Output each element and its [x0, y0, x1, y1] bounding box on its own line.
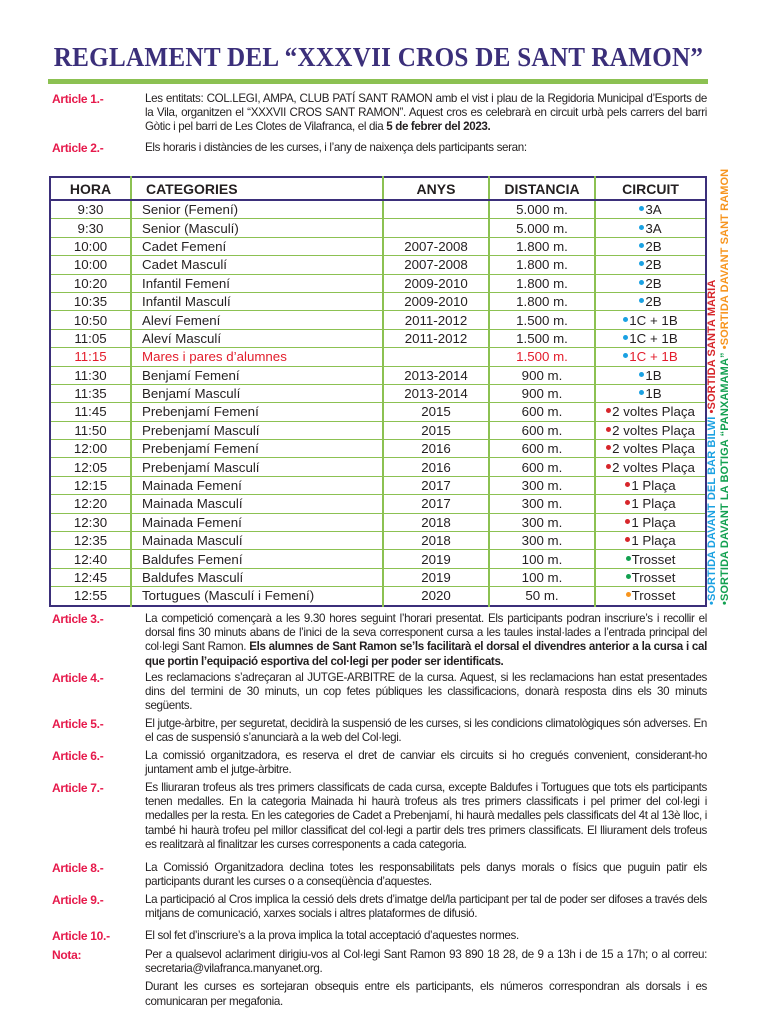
- cell-anys: 2007-2008: [383, 256, 489, 274]
- cell-hora: 12:45: [50, 568, 131, 586]
- article-label: Article 7.-: [52, 781, 104, 795]
- table-row: [50, 348, 706, 366]
- article-text: [145, 893, 707, 921]
- cell-circuit: [595, 366, 706, 384]
- cell-distancia: 300 m.: [489, 513, 595, 531]
- cell-circuit: [595, 513, 706, 531]
- cell-category: Infantil Masculí: [131, 292, 383, 310]
- cell-distancia: 900 m.: [489, 366, 595, 384]
- circuit-dot-icon: [623, 317, 628, 322]
- cell-anys: 2013-2014: [383, 384, 489, 402]
- article-text: [145, 749, 707, 777]
- table-row: [50, 476, 706, 494]
- article-body: Els horaris i distàncies de les curses, i l’any de naixença dels participants seran:: [145, 141, 527, 154]
- article-8: [52, 861, 707, 889]
- article-label: Article 3.-: [52, 612, 104, 626]
- article-label: Article 9.-: [52, 893, 104, 907]
- circuit-label: 2 voltes Plaça: [612, 459, 695, 475]
- circuit-label: 1B: [645, 386, 662, 402]
- article-text: [145, 612, 707, 669]
- nota-text: [145, 948, 707, 1009]
- circuit-dot-icon: [626, 592, 631, 597]
- table-row: [50, 366, 706, 384]
- article-4: [52, 671, 707, 714]
- cell-anys: 2015: [383, 421, 489, 439]
- table-row: [50, 256, 706, 274]
- cell-circuit: [595, 200, 706, 219]
- cell-distancia: 300 m.: [489, 476, 595, 494]
- article-body: La Comissió Organitzadora declina totes les responsabilitats pels danys morals o físics que puguin patir els participants durant les curses o a conseqüència d’aquestes.: [145, 861, 707, 889]
- article-3: [52, 612, 707, 669]
- cell-hora: 11:30: [50, 366, 131, 384]
- table-row: [50, 550, 706, 568]
- cell-distancia: 1.500 m.: [489, 311, 595, 329]
- header-hora: HORA: [50, 177, 131, 200]
- circuit-dot-icon: [623, 353, 628, 358]
- cell-circuit: [595, 403, 706, 421]
- cell-hora: 10:35: [50, 292, 131, 310]
- cell-category: Senior (Femení): [131, 200, 383, 219]
- cell-category: Prebenjamí Femení: [131, 403, 383, 421]
- nota: [52, 948, 707, 1009]
- cell-circuit: [595, 311, 706, 329]
- cell-category: Mainada Femení: [131, 513, 383, 531]
- table-header-row: [50, 177, 706, 200]
- article-text: [145, 92, 707, 135]
- cell-circuit: [595, 458, 706, 476]
- cell-hora: 12:40: [50, 550, 131, 568]
- circuit-dot-icon: [606, 445, 611, 450]
- cell-hora: 10:00: [50, 256, 131, 274]
- circuit-label: Trosset: [631, 570, 676, 585]
- cell-distancia: 600 m.: [489, 440, 595, 458]
- table-row: [50, 440, 706, 458]
- cell-circuit: [595, 219, 706, 237]
- table-row: [50, 421, 706, 439]
- article-text: [145, 781, 707, 852]
- circuit-dot-icon: [639, 206, 644, 211]
- article-9: [52, 893, 707, 921]
- article-body: La competició començarà a les 9.30 hores seguint l’horari presentat. Els participants podran inscriure’s i recollir el dorsal fins 30 minuts abans de l’inici de la seva corresponent cursa a les taules instal·lades a l’entrada principal del col·legi Sant Ramon.: [145, 612, 707, 654]
- cell-anys: 2017: [383, 476, 489, 494]
- cell-category: Prebenjamí Masculí: [131, 458, 383, 476]
- cell-category: Aleví Masculí: [131, 329, 383, 347]
- article-6: [52, 749, 707, 777]
- cell-distancia: 600 m.: [489, 458, 595, 476]
- cell-circuit: [595, 495, 706, 513]
- cell-anys: 2009-2010: [383, 274, 489, 292]
- cell-category: Prebenjamí Femení: [131, 440, 383, 458]
- circuit-label: 1C + 1B: [629, 330, 678, 346]
- cell-category: Aleví Femení: [131, 311, 383, 329]
- circuit-dot-icon: [639, 372, 644, 377]
- cell-distancia: 1.800 m.: [489, 237, 595, 255]
- cell-anys: 2007-2008: [383, 237, 489, 255]
- page-title: REGLAMENT DEL “XXXVII CROS DE SANT RAMON”: [53, 42, 704, 72]
- nota-contact: Per a qualsevol aclariment dirigiu-vos al Col·legi Sant Ramon 93 890 18 28, de 9 a 13h i de 15 a 17h; o al correu: secretaria@vilafranca.manyanet.org.: [145, 948, 707, 976]
- table-row: [50, 292, 706, 310]
- circuit-dot-icon: [625, 482, 630, 487]
- cell-category: Baldufes Femení: [131, 550, 383, 568]
- cell-category: Tortugues (Masculí i Femení): [131, 587, 383, 606]
- cell-distancia: 5.000 m.: [489, 219, 595, 237]
- article-2: [52, 141, 707, 155]
- cell-anys: 2016: [383, 440, 489, 458]
- article-label: Article 1.-: [52, 92, 104, 106]
- circuit-label: 2 voltes Plaça: [612, 422, 695, 438]
- cell-category: Prebenjamí Masculí: [131, 421, 383, 439]
- article-7: [52, 781, 707, 852]
- cell-circuit: [595, 348, 706, 366]
- article-emphasis: 5 de febrer del 2023.: [386, 120, 491, 134]
- article-body: Les reclamacions s’adreçaran al JUTGE-ARBITRE de la cursa. Aquest, si les reclamacions han estat presentades dins del termini de 30 minuts, un cop fetes públiques les classificacions, donarà resposta dins els 30 minuts següents.: [145, 671, 707, 713]
- cell-distancia: 900 m.: [489, 384, 595, 402]
- circuit-dot-icon: [625, 519, 630, 524]
- cell-hora: 12:55: [50, 587, 131, 606]
- article-5: [52, 717, 707, 745]
- cell-anys: 2011-2012: [383, 329, 489, 347]
- table-row: [50, 200, 706, 219]
- circuit-label: 1 Plaça: [631, 533, 676, 549]
- side-legend-start-points-1: [706, 280, 718, 605]
- cell-distancia: 100 m.: [489, 550, 595, 568]
- cell-distancia: 600 m.: [489, 403, 595, 421]
- cell-hora: 10:50: [50, 311, 131, 329]
- table-row: [50, 495, 706, 513]
- circuit-label: 3A: [645, 220, 662, 236]
- cell-hora: 12:20: [50, 495, 131, 513]
- side-legend-start-points-2: [719, 169, 731, 605]
- title-divider: [48, 79, 708, 84]
- start-point-orange: •SORTIDA DAVANT SANT RAMON: [719, 168, 731, 350]
- table-row: [50, 219, 706, 237]
- circuit-dot-icon: [639, 390, 644, 395]
- cell-distancia: 1.800 m.: [489, 274, 595, 292]
- nota-label: Nota:: [52, 948, 82, 962]
- circuit-label: 2 voltes Plaça: [612, 441, 695, 457]
- cell-distancia: 300 m.: [489, 495, 595, 513]
- article-text: [145, 141, 707, 155]
- cell-circuit: [595, 532, 706, 550]
- circuit-label: 1 Plaça: [631, 496, 676, 512]
- cell-hora: 11:15: [50, 348, 131, 366]
- cell-category: Mares i pares d’alumnes: [131, 348, 383, 366]
- circuit-label: 2B: [645, 294, 662, 310]
- article-label: Article 2.-: [52, 141, 104, 155]
- article-10: [52, 929, 707, 943]
- cell-category: Mainada Masculí: [131, 532, 383, 550]
- table-row: [50, 311, 706, 329]
- circuit-label: Trosset: [631, 551, 676, 567]
- cell-distancia: 50 m.: [489, 587, 595, 606]
- cell-distancia: 600 m.: [489, 421, 595, 439]
- cell-hora: 12:00: [50, 440, 131, 458]
- cell-hora: 12:35: [50, 532, 131, 550]
- cell-hora: 12:15: [50, 476, 131, 494]
- table-row: [50, 274, 706, 292]
- article-label: Article 8.-: [52, 861, 104, 875]
- circuit-label: 1C + 1B: [629, 312, 678, 328]
- article-label: Article 5.-: [52, 717, 104, 731]
- table-row: [50, 587, 706, 606]
- cell-hora: 11:45: [50, 403, 131, 421]
- circuit-label: 3A: [645, 202, 662, 218]
- cell-distancia: 300 m.: [489, 532, 595, 550]
- schedule-table: [49, 176, 707, 607]
- article-label: Article 10.-: [52, 929, 110, 943]
- circuit-dot-icon: [639, 280, 644, 285]
- cell-category: Cadet Femení: [131, 237, 383, 255]
- article-text: [145, 671, 707, 714]
- table-row: [50, 458, 706, 476]
- cell-circuit: [595, 384, 706, 402]
- circuit-dot-icon: [639, 261, 644, 266]
- header-anys: ANYS: [383, 177, 489, 200]
- cell-anys: 2020: [383, 587, 489, 606]
- table-row: [50, 384, 706, 402]
- cell-anys: 2018: [383, 532, 489, 550]
- cell-anys: [383, 348, 489, 366]
- article-label: Article 6.-: [52, 749, 104, 763]
- cell-anys: [383, 219, 489, 237]
- article-text: [145, 717, 707, 745]
- cell-hora: 9:30: [50, 219, 131, 237]
- cell-distancia: 1.500 m.: [489, 329, 595, 347]
- circuit-dot-icon: [606, 464, 611, 469]
- cell-anys: 2011-2012: [383, 311, 489, 329]
- table-row: [50, 532, 706, 550]
- cell-distancia: 5.000 m.: [489, 200, 595, 219]
- cell-anys: 2017: [383, 495, 489, 513]
- start-point-blue: •SORTIDA DAVANT DEL BAR BILWI: [706, 413, 718, 605]
- cell-distancia: 1.800 m.: [489, 292, 595, 310]
- cell-circuit: [595, 587, 706, 606]
- cell-category: Cadet Masculí: [131, 256, 383, 274]
- cell-distancia: 100 m.: [489, 568, 595, 586]
- cell-circuit: [595, 568, 706, 586]
- cell-hora: 12:30: [50, 513, 131, 531]
- circuit-dot-icon: [606, 408, 611, 413]
- cell-circuit: [595, 476, 706, 494]
- cell-circuit: [595, 550, 706, 568]
- header-circuit: CIRCUIT: [595, 177, 706, 200]
- article-emphasis: Els alumnes de Sant Ramon se’ls facilitarà el dorsal el divendres anterior a la cursa i cal que portin l’equipació esportiva del col·legi per poder ser identificats.: [145, 640, 707, 668]
- cell-hora: 11:35: [50, 384, 131, 402]
- cell-category: Mainada Masculí: [131, 495, 383, 513]
- table-row: [50, 568, 706, 586]
- cell-anys: [383, 200, 489, 219]
- article-1: [52, 92, 707, 135]
- circuit-label: 1 Plaça: [631, 478, 676, 494]
- cell-category: Baldufes Masculí: [131, 568, 383, 586]
- circuit-dot-icon: [623, 335, 628, 340]
- circuit-dot-icon: [625, 500, 630, 505]
- table-row: [50, 329, 706, 347]
- cell-circuit: [595, 256, 706, 274]
- start-point-green: •SORTIDA DAVANT LA BOTIGA “PANXAMAMA”: [719, 349, 731, 605]
- nota-raffle: Durant les curses es sortejaran obsequis entre els participants, els números correspondran als dorsals i es comunicaran per megafonia.: [145, 980, 707, 1008]
- header-distancia: DISTANCIA: [489, 177, 595, 200]
- cell-hora: 12:05: [50, 458, 131, 476]
- cell-circuit: [595, 421, 706, 439]
- cell-circuit: [595, 274, 706, 292]
- table-row: [50, 403, 706, 421]
- cell-distancia: 1.800 m.: [489, 256, 595, 274]
- circuit-dot-icon: [606, 427, 611, 432]
- circuit-label: 2 voltes Plaça: [612, 404, 695, 420]
- cell-anys: 2016: [383, 458, 489, 476]
- cell-hora: 10:00: [50, 237, 131, 255]
- start-point-red: •SORTIDA SANTA MARIA: [706, 279, 718, 414]
- header-categories: CATEGORIES: [131, 177, 383, 200]
- circuit-dot-icon: [639, 243, 644, 248]
- circuit-label: 2B: [645, 275, 662, 291]
- cell-category: Senior (Masculí): [131, 219, 383, 237]
- article-body: La comissió organitzadora, es reserva el dret de canviar els circuits si ho cregués convenient, considerant-ho juntament amb el jutge-àrbitre.: [145, 749, 707, 777]
- cell-anys: 2019: [383, 568, 489, 586]
- article-text: [145, 861, 707, 889]
- circuit-label: 1B: [645, 367, 662, 383]
- circuit-dot-icon: [626, 574, 631, 579]
- circuit-label: 1 Plaça: [631, 514, 676, 530]
- article-label: Article 4.-: [52, 671, 104, 685]
- circuit-dot-icon: [639, 225, 644, 230]
- cell-hora: 10:20: [50, 274, 131, 292]
- table-row: [50, 237, 706, 255]
- table-row: [50, 513, 706, 531]
- cell-category: Infantil Femení: [131, 274, 383, 292]
- circuit-dot-icon: [626, 556, 631, 561]
- cell-circuit: [595, 440, 706, 458]
- article-body: Es lliuraran trofeus als tres primers classificats de cada cursa, excepte Baldufes i Tortugues que tots els participants tenen medalles. En la categoria Mainada hi haurà trofeus als tres primers classificats i pel primer del col·legi i medalles per la resta. En les categories de Cadet a Prebenjamí, hi haurà medalles pels classificats del 4t al 13è lloc, i també hi haurà trofeu pel millor classificat del col·legi a partir dels tres primers classificats. El lliurament dels trofeus es realitzarà al finalitzar les curses corresponents a cada categoria.: [145, 781, 707, 851]
- circuit-dot-icon: [625, 537, 630, 542]
- cell-category: Mainada Femení: [131, 476, 383, 494]
- cell-anys: 2009-2010: [383, 292, 489, 310]
- cell-distancia: 1.500 m.: [489, 348, 595, 366]
- circuit-label: 2B: [645, 238, 662, 254]
- cell-hora: 11:50: [50, 421, 131, 439]
- cell-circuit: [595, 237, 706, 255]
- cell-hora: 11:05: [50, 329, 131, 347]
- cell-circuit: [595, 292, 706, 310]
- article-body: La participació al Cros implica la cessió dels drets d’imatge del/la participant per tal de poder ser difoses a través dels mitjans de comunicació, xarxes socials i altres plataformes de difusió.: [145, 893, 707, 921]
- cell-anys: 2019: [383, 550, 489, 568]
- cell-anys: 2015: [383, 403, 489, 421]
- article-body: Les entitats: COL.LEGI, AMPA, CLUB PATÍ SANT RAMON amb el vist i plau de la Regidoria Municipal d’Esports de la Vila, organitzen el “XXXVII CROS SANT RAMON”. Aquest cros es celebrarà en circuit urbà pels carrers del barri Gòtic i pel barri de Les Clotes de Vilafranca, el dia: [145, 92, 707, 134]
- cell-anys: 2013-2014: [383, 366, 489, 384]
- circuit-dot-icon: [639, 298, 644, 303]
- cell-category: Benjamí Femení: [131, 366, 383, 384]
- circuit-label: 2B: [645, 257, 662, 273]
- article-body: El jutge-àrbitre, per seguretat, decidirà la suspensió de les curses, si les condicions climatològiques són adverses. En el cas de suspensió s’anunciarà a la web del Col·legi.: [145, 717, 707, 745]
- cell-category: Benjamí Masculí: [131, 384, 383, 402]
- article-text: [145, 929, 707, 943]
- cell-hora: 9:30: [50, 200, 131, 219]
- article-body: El sol fet d’inscriure’s a la prova implica la total acceptació d’aquestes normes.: [145, 929, 519, 942]
- circuit-label: 1C + 1B: [629, 349, 678, 365]
- cell-circuit: [595, 329, 706, 347]
- cell-anys: 2018: [383, 513, 489, 531]
- circuit-label: Trosset: [631, 588, 676, 604]
